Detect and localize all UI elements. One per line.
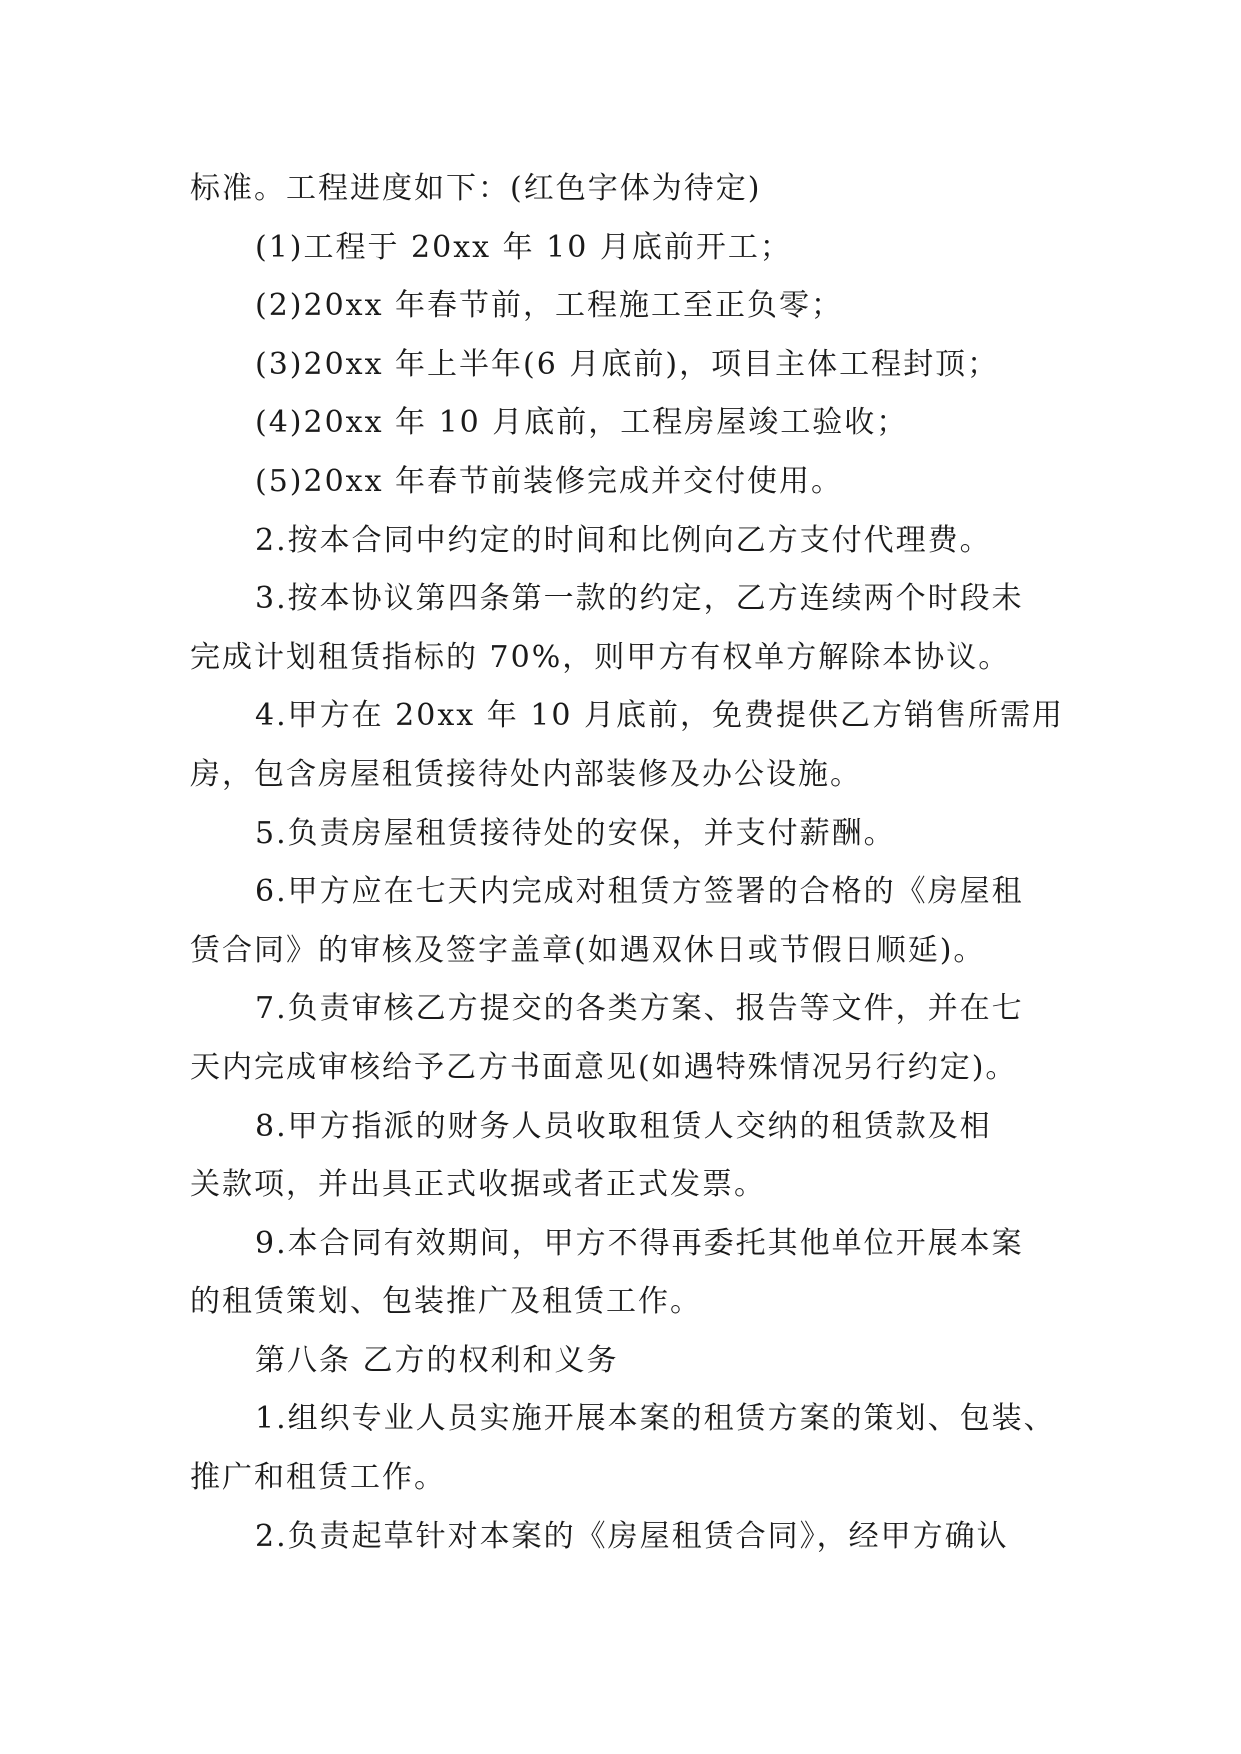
text-line: 关款项，并出具正式收据或者正式发票。 [190, 1167, 766, 1203]
text-line: 9.本合同有效期间，甲方不得再委托其他单位开展本案 [255, 1225, 1024, 1261]
text-line: (3)20xx 年上半年(6 月底前)，项目主体工程封顶； [255, 346, 1000, 382]
text-line: 1.组织专业人员实施开展本案的租赁方案的策划、包装、 [255, 1401, 1056, 1437]
text-line: 3.按本协议第四条第一款的约定，乙方连续两个时段未 [255, 581, 1024, 617]
text-line: 4.甲方在 20xx 年 10 月底前，免费提供乙方销售所需用 [255, 698, 1064, 734]
text-line: 2.负责起草针对本案的《房屋租赁合同》，经甲方确认 [255, 1518, 1009, 1554]
text-line: 完成计划租赁指标的 70%，则甲方有权单方解除本协议。 [190, 639, 1011, 675]
text-line: 2.按本合同中约定的时间和比例向乙方支付代理费。 [255, 522, 992, 558]
text-line: (1)工程于 20xx 年 10 月底前开工； [255, 229, 792, 265]
text-line: 6.甲方应在七天内完成对租赁方签署的合格的《房屋租 [255, 874, 1024, 910]
text-line: 天内完成审核给予乙方书面意见(如遇特殊情况另行约定)。 [190, 1049, 1018, 1085]
text-line: (5)20xx 年春节前装修完成并交付使用。 [255, 463, 844, 499]
text-line: 8.甲方指派的财务人员收取租赁人交纳的租赁款及相 [255, 1108, 992, 1144]
text-line: (4)20xx 年 10 月底前，工程房屋竣工验收； [255, 405, 909, 441]
text-line: 标准。工程进度如下：(红色字体为待定) [190, 171, 762, 206]
text-line: 的租赁策划、包装推广及租赁工作。 [190, 1284, 702, 1320]
document-body [190, 160, 1070, 1566]
text-line: (2)20xx 年春节前，工程施工至正负零； [255, 288, 844, 324]
text-line: 推广和租赁工作。 [190, 1460, 446, 1496]
section-heading: 第八条 乙方的权利和义务 [255, 1342, 619, 1378]
text-line: 7.负责审核乙方提交的各类方案、报告等文件，并在七 [255, 991, 1024, 1027]
text-line: 房，包含房屋租赁接待处内部装修及办公设施。 [190, 756, 862, 792]
text-line: 5.负责房屋租赁接待处的安保，并支付薪酬。 [255, 815, 896, 851]
text-line: 赁合同》的审核及签字盖章(如遇双休日或节假日顺延)。 [190, 932, 986, 968]
